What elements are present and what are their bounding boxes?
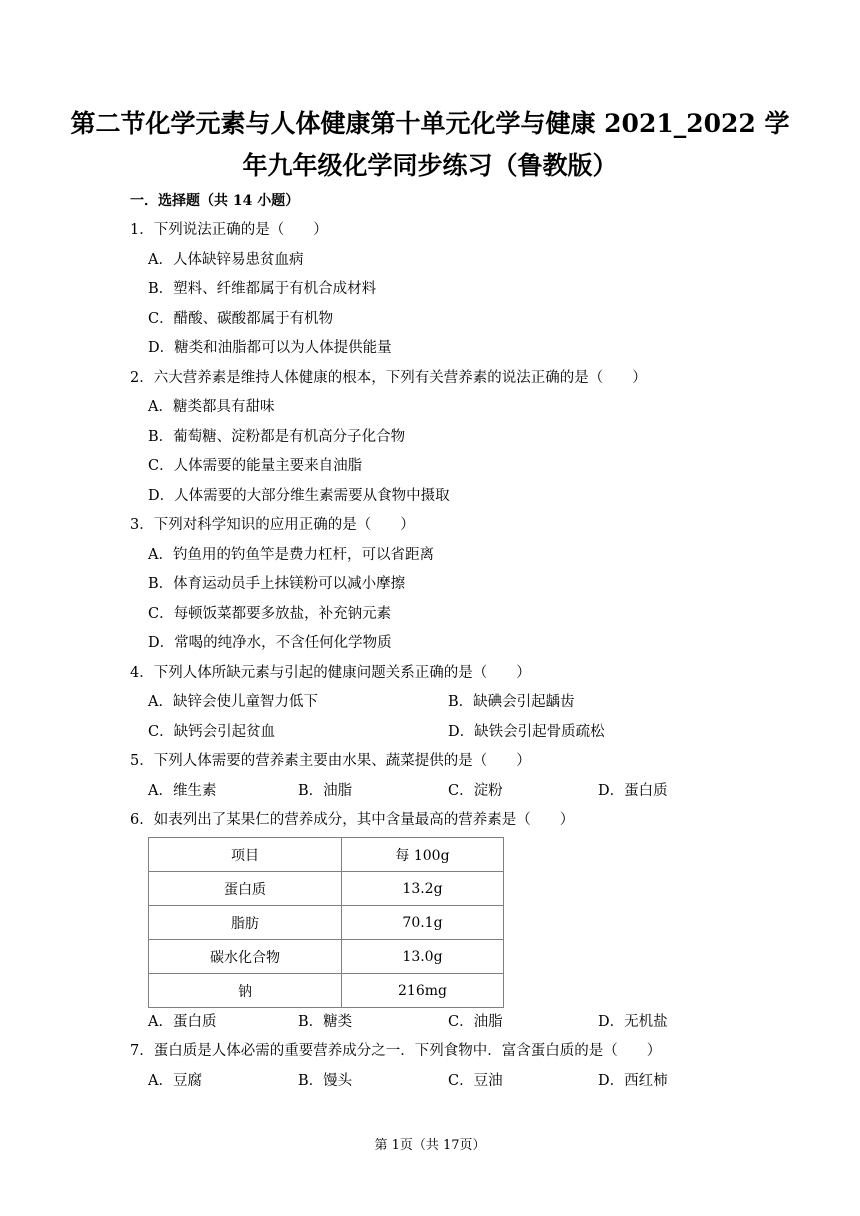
- question-1-option-a: A．人体缺锌易患贫血病: [148, 252, 304, 268]
- question-4-stem: 4．下列人体所缺元素与引起的健康问题关系正确的是（ ）: [130, 665, 531, 681]
- document-title-line2: 年九年级化学同步练习（鲁教版）: [242, 151, 618, 180]
- question-5-option-d: D．蛋白质: [598, 783, 668, 799]
- question-4-option-b: B．缺碘会引起龋齿: [448, 694, 575, 710]
- question-2-option-a: A．糖类都具有甜味: [148, 399, 275, 415]
- question-6-option-d: D．无机盐: [598, 1014, 668, 1030]
- question-6-option-a: A．蛋白质: [148, 1014, 217, 1030]
- question-7-option-c: C．豆油: [448, 1073, 503, 1089]
- question-4-option-c: C．缺钙会引起贫血: [148, 724, 276, 740]
- question-6-option-b: B．糖类: [298, 1014, 353, 1030]
- table-cell: 钠: [149, 974, 342, 1008]
- question-7-option-b: B．馒头: [298, 1073, 353, 1089]
- table-cell: 每 100g: [342, 838, 504, 872]
- question-7-option-d: D．西红柿: [598, 1073, 668, 1089]
- question-3-option-b: B．体育运动员手上抹镁粉可以减小摩擦: [148, 576, 406, 592]
- question-6-stem: 6．如表列出了某果仁的营养成分，其中含量最高的营养素是（ ）: [130, 812, 575, 828]
- table-cell: 13.2g: [342, 872, 504, 906]
- question-2-option-d: D．人体需要的大部分维生素需要从食物中摄取: [148, 488, 450, 504]
- table-cell: 蛋白质: [149, 872, 342, 906]
- table-row: [149, 906, 504, 940]
- question-1-stem: 1．下列说法正确的是（ ）: [130, 222, 328, 238]
- question-3-option-d: D．常喝的纯净水，不含任何化学物质: [148, 635, 392, 651]
- table-row: [149, 838, 504, 872]
- table-cell: 216mg: [342, 974, 504, 1008]
- table-row: [149, 872, 504, 906]
- question-5-stem: 5．下列人体需要的营养素主要由水果、蔬菜提供的是（ ）: [130, 753, 531, 769]
- table-cell: 13.0g: [342, 940, 504, 974]
- question-1-option-d: D．糖类和油脂都可以为人体提供能量: [148, 340, 392, 356]
- question-3-stem: 3．下列对科学知识的应用正确的是（ ）: [130, 517, 415, 533]
- table-cell: 脂肪: [149, 906, 342, 940]
- question-6-option-c: C．油脂: [448, 1014, 503, 1030]
- page-footer: 第 1页（共 17页）: [374, 1138, 486, 1153]
- document-title-line1: 第二节化学元素与人体健康第十单元化学与健康 2021_2022 学: [70, 109, 790, 138]
- question-3-option-c: C．每顿饭菜都要多放盐，补充钠元素: [148, 606, 392, 622]
- question-7-stem: 7．蛋白质是人体必需的重要营养成分之一．下列食物中．富含蛋白质的是（ ）: [130, 1043, 662, 1059]
- section-heading: 一．选择题（共 14 小题）: [130, 193, 300, 209]
- question-3-option-a: A．钓鱼用的钓鱼竿是费力杠杆，可以省距离: [148, 547, 434, 563]
- question-2-option-c: C．人体需要的能量主要来自油脂: [148, 458, 363, 474]
- table-row: [149, 940, 504, 974]
- question-5-option-c: C．淀粉: [448, 783, 503, 799]
- table-cell: 碳水化合物: [149, 940, 342, 974]
- question-4-option-a: A．缺锌会使儿童智力低下: [148, 694, 318, 710]
- question-4-option-d: D．缺铁会引起骨质疏松: [448, 724, 605, 740]
- question-2-option-b: B．葡萄糖、淀粉都是有机高分子化合物: [148, 429, 406, 445]
- nutrition-table: [148, 837, 504, 1008]
- question-2-stem: 2．六大营养素是维持人体健康的根本，下列有关营养素的说法正确的是（ ）: [130, 370, 647, 386]
- question-1-option-b: B．塑料、纤维都属于有机合成材料: [148, 281, 377, 297]
- table-cell: 70.1g: [342, 906, 504, 940]
- question-5-option-a: A．维生素: [148, 783, 217, 799]
- table-cell: 项目: [149, 838, 342, 872]
- question-1-option-c: C．醋酸、碳酸都属于有机物: [148, 311, 334, 327]
- question-5-option-b: B．油脂: [298, 783, 353, 799]
- question-7-option-a: A．豆腐: [148, 1073, 202, 1089]
- table-row: [149, 974, 504, 1008]
